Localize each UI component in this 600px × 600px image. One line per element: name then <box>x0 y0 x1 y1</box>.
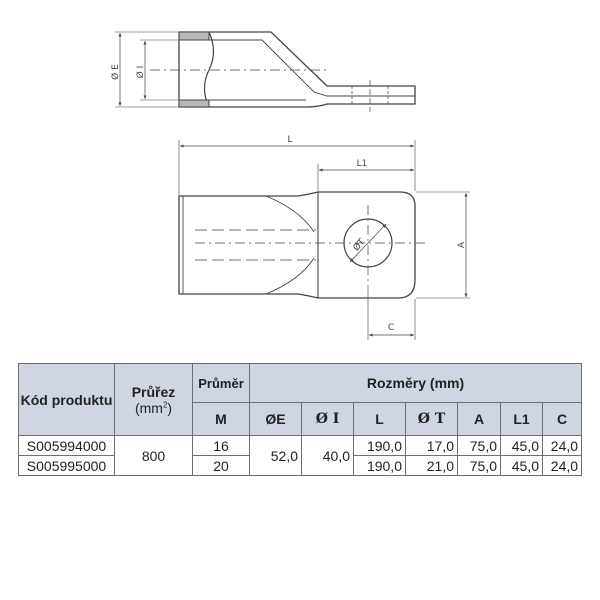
header-l: L <box>354 403 406 436</box>
top-view-hidden-bore <box>195 230 316 260</box>
header-c: C <box>543 403 582 436</box>
top-view-taper <box>266 196 314 294</box>
header-cross-section-label: Průřez <box>131 383 176 400</box>
header-product-code: Kód produktu <box>19 364 115 436</box>
header-cross-section <box>115 364 193 436</box>
cell-dia-t: 21,0 <box>406 456 458 476</box>
cell-c: 24,0 <box>543 436 582 456</box>
label-dia-e: Ø E <box>111 64 121 80</box>
label-dia-i: Ø I <box>136 65 146 79</box>
cell-a: 75,0 <box>458 456 501 476</box>
cell-a: 75,0 <box>458 436 501 456</box>
table-row <box>19 436 582 456</box>
header-dia-t: Ø T <box>406 403 458 436</box>
header-dia-e: ØE <box>250 403 302 436</box>
cell-l: 190,0 <box>354 456 406 476</box>
side-view-break-line <box>205 32 214 107</box>
side-view-wall-section-bottom <box>179 100 209 107</box>
cell-dia-i: 40,0 <box>302 436 354 476</box>
side-view-wall-section-top <box>179 32 209 40</box>
label-length1: L1 <box>356 159 368 169</box>
header-dia-i: Ø I <box>302 403 354 436</box>
cell-dia-e: 52,0 <box>250 436 302 476</box>
side-view <box>115 32 415 112</box>
header-a: A <box>458 403 501 436</box>
top-view-outline <box>179 192 415 298</box>
label-dia-t: ØT <box>351 237 368 254</box>
cell-code: S005995000 <box>19 456 115 476</box>
cell-l1: 45,0 <box>501 456 543 476</box>
cell-dia-t: 17,0 <box>406 436 458 456</box>
header-dimensions: Rozměry (mm) <box>250 364 582 403</box>
header-diameter: Průměr <box>193 364 250 403</box>
header-m: M <box>193 403 250 436</box>
header-l1: L1 <box>501 403 543 436</box>
cell-m: 16 <box>193 436 250 456</box>
top-view <box>179 140 470 340</box>
label-length: L <box>287 135 293 145</box>
cell-c: 24,0 <box>543 456 582 476</box>
header-cross-section-unit: $(mm^2)$ <box>134 399 173 416</box>
label-height-a: A <box>457 241 467 249</box>
cell-m: 20 <box>193 456 250 476</box>
specification-table <box>18 363 582 476</box>
cell-cross-section: 800 <box>115 436 193 476</box>
cell-l1: 45,0 <box>501 436 543 456</box>
cell-code: S005994000 <box>19 436 115 456</box>
label-c: C <box>387 323 395 333</box>
cell-l: 190,0 <box>354 436 406 456</box>
